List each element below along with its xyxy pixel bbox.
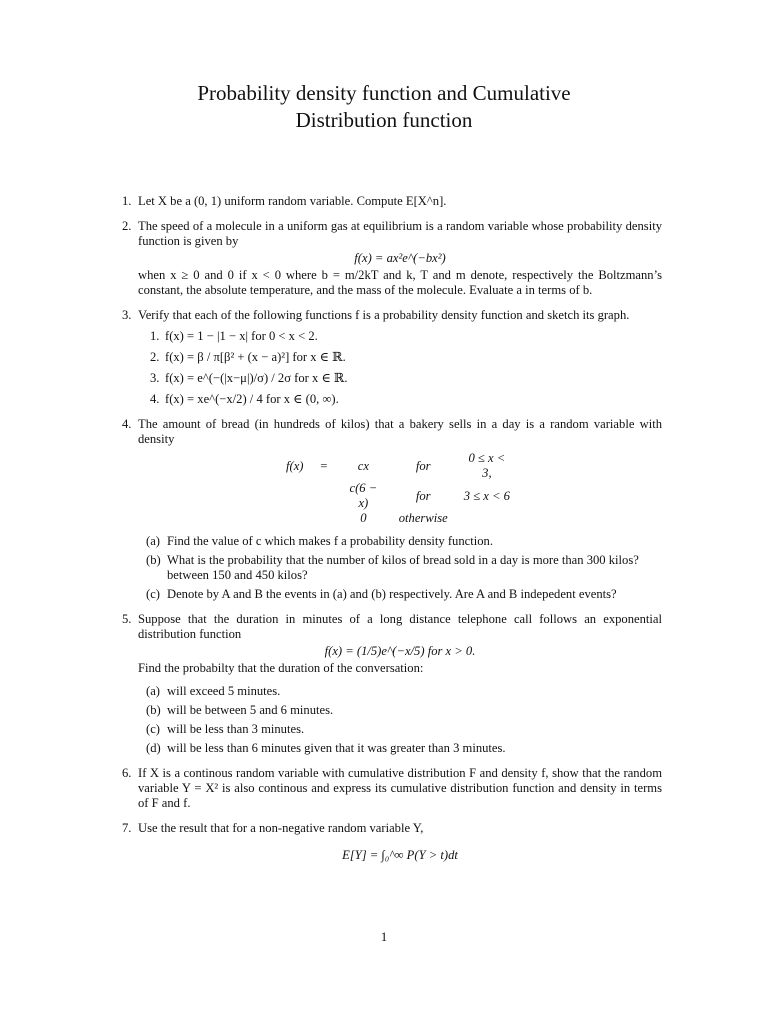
problem-question: Find the probabilty that the duration of the conversation:	[138, 661, 424, 675]
problem-number: 5.	[122, 612, 132, 626]
list-item: (b) will be between 5 and 6 minutes.	[146, 703, 334, 717]
piece-word: for	[415, 458, 431, 473]
problem-number: 1.	[122, 194, 132, 208]
problem-intro: Suppose that the duration in minutes of a long distance telephone call follows an exponential distribution function	[138, 612, 662, 641]
piece-word: otherwise	[398, 511, 448, 525]
page-number: 1	[380, 930, 388, 944]
problem-number: 3.	[122, 308, 132, 322]
piecewise-equals: =	[319, 458, 328, 473]
list-item: (a) Find the value of c which makes f a probability density function.	[146, 534, 493, 548]
problem-text: when x ≥ 0 and 0 if x < 0 where b = m/2kT and k, T and m denote, respectively the Boltzmann’s constant, the absolute temperature, and the mass of the molecule. Evaluate a in terms of b.	[138, 268, 662, 297]
problem-text: If X is a continous random variable with cumulative distribution F and density f, show that the random variable Y = X² is also continous and express its cumulative distribution function and density in terms of F and f.	[138, 766, 662, 810]
list-item: (a) will exceed 5 minutes.	[146, 684, 281, 698]
exponential-equation: f(x) = (1/5)e^(−x/5) for x > 0.	[324, 644, 476, 658]
problem-1	[122, 194, 662, 209]
list-item: (c) will be less than 3 minutes.	[146, 722, 305, 736]
problem-number: 4.	[122, 417, 132, 431]
piece-expr: c(6 − x)	[349, 481, 378, 510]
list-item: 3. f(x) = e^(−(|x−μ|)/σ) / 2σ for x ∈ ℝ.	[150, 371, 348, 385]
question-list	[146, 534, 662, 602]
piece-cond: 3 ≤ x < 6	[463, 488, 510, 503]
title-line-1: Probability density function and Cumulative	[197, 81, 571, 105]
problem-number: 6.	[122, 766, 132, 780]
problem-5	[122, 612, 662, 756]
list-item: (b) What is the probability that the number of kilos of bread sold in a day is more than 300 kilos? between 150 and 450 kilos?	[146, 553, 639, 582]
problem-number: 2.	[122, 219, 132, 233]
problem-intro: Verify that each of the following functions f is a probability density function and sketch its graph.	[138, 308, 630, 322]
piece-expr: cx	[357, 458, 369, 473]
problem-list	[122, 194, 662, 873]
piece-expr: 0	[360, 511, 367, 525]
problem-7	[122, 821, 662, 863]
piece-cond: 0 ≤ x < 3,	[468, 451, 506, 480]
document-title	[0, 80, 768, 134]
problem-3	[122, 308, 662, 407]
problem-text: Use the result that for a non-negative random variable Y,	[138, 821, 424, 835]
problem-4	[122, 417, 662, 602]
problem-text: Let X be a (0, 1) uniform random variable. Compute E[X^n].	[138, 194, 447, 208]
function-list	[150, 329, 662, 407]
problem-intro: The speed of a molecule in a uniform gas at equilibrium is a random variable whose probability density function is given by	[138, 219, 662, 248]
question-list	[146, 684, 662, 756]
list-item: 4. f(x) = xe^(−x/2) / 4 for x ∈ (0, ∞).	[150, 392, 339, 406]
piece-cond	[456, 511, 518, 526]
piece-word: for	[415, 488, 431, 503]
piecewise-lhs: f(x)	[286, 458, 304, 473]
problem-6	[122, 766, 662, 811]
list-item: (c) Denote by A and B the events in (a) and (b) respectively. Are A and B indepedent events?	[146, 587, 617, 601]
list-item: 1. f(x) = 1 − |1 − x| for 0 < x < 2.	[150, 329, 318, 343]
title-line-2: Distribution function	[295, 108, 473, 132]
density-equation: f(x) = ax²e^(−bx²)	[354, 251, 446, 265]
problem-number: 7.	[122, 821, 132, 835]
expectation-integral: E[Y] = ∫₀^∞ P(Y > t)dt	[342, 848, 458, 862]
list-item: (d) will be less than 6 minutes given that it was greater than 3 minutes.	[146, 741, 506, 755]
piecewise-density	[278, 451, 518, 526]
list-item: 2. f(x) = β / π[β² + (x − a)²] for x ∈ ℝ.	[150, 350, 346, 364]
problem-2	[122, 219, 662, 298]
problem-intro: The amount of bread (in hundreds of kilos) that a bakery sells in a day is a random variable with density	[138, 417, 662, 446]
